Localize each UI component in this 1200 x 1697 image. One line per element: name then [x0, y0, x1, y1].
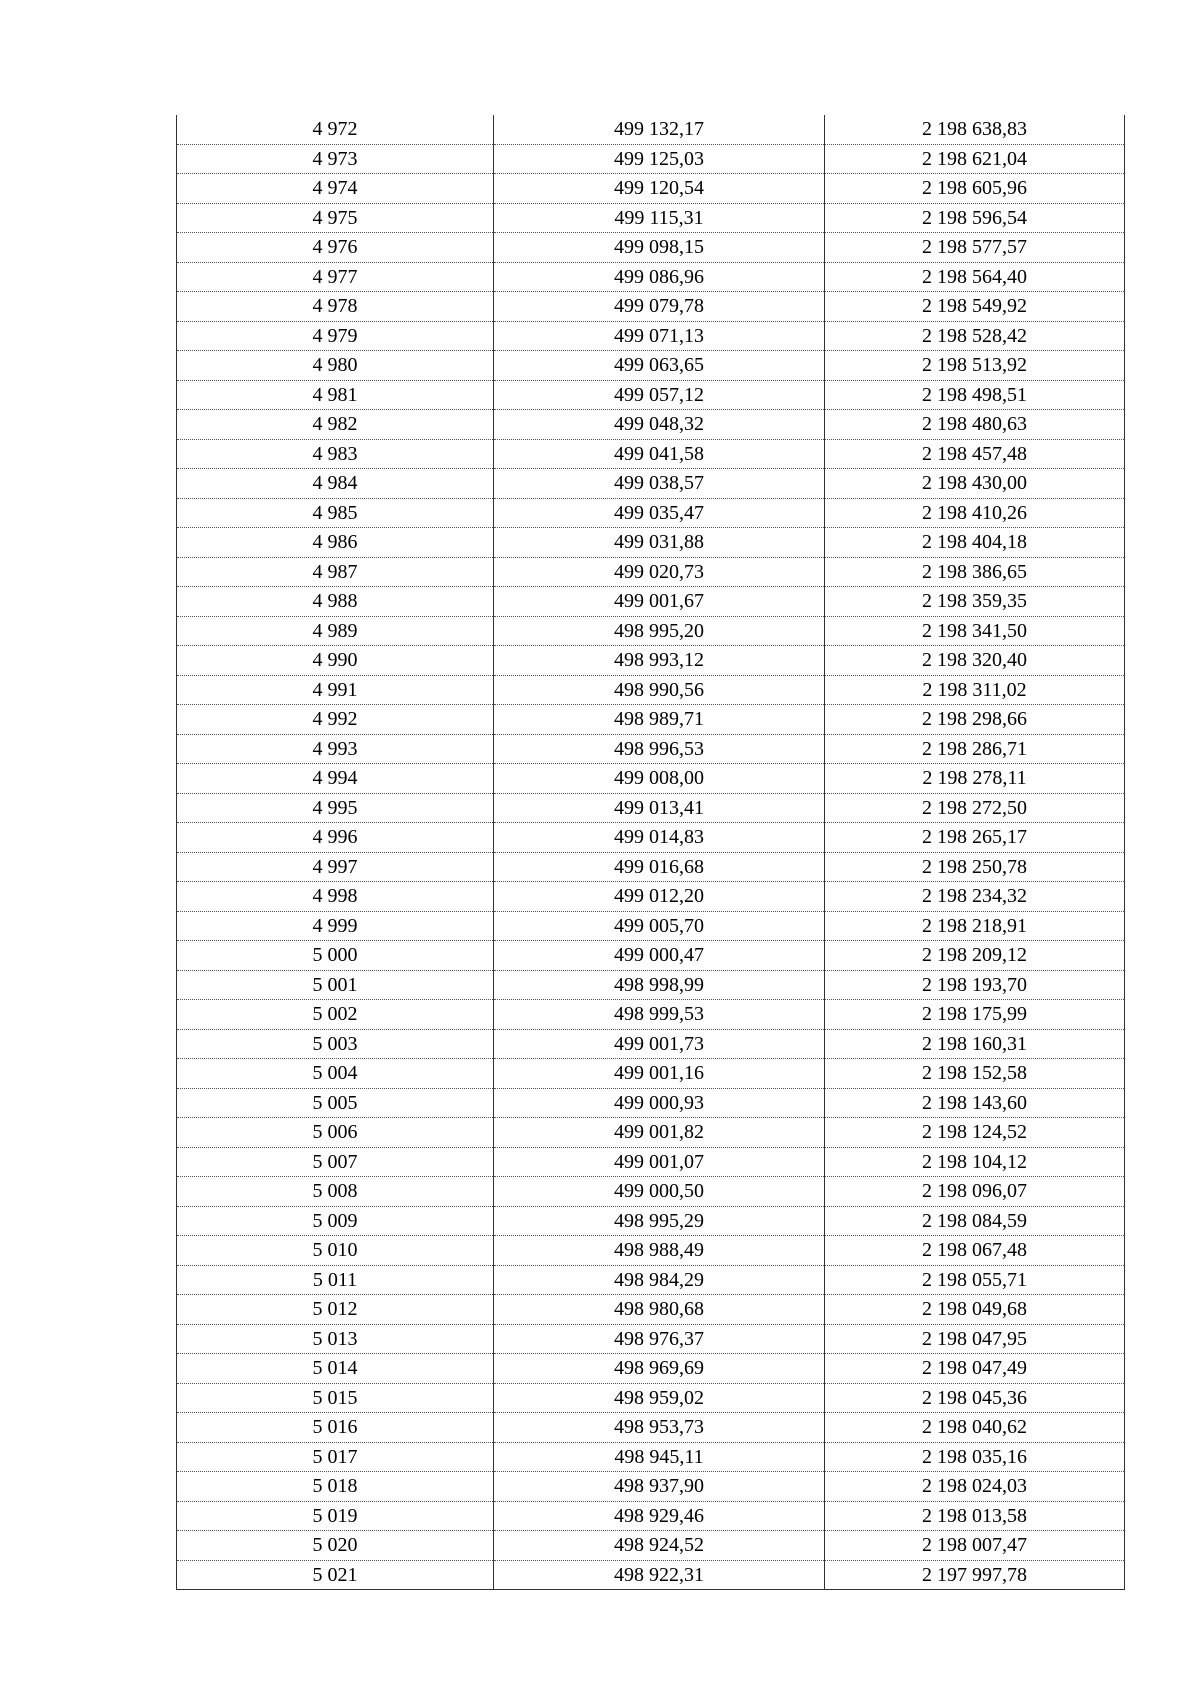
table-row — [177, 203, 1125, 233]
y-coordinate-cell: 2 198 250,78 — [825, 852, 1125, 882]
coordinates-table-body — [177, 115, 1125, 1590]
point-number-cell: 4 993 — [177, 734, 494, 764]
table-row — [177, 233, 1125, 263]
table-row — [177, 144, 1125, 174]
y-coordinate-cell: 2 198 480,63 — [825, 410, 1125, 440]
point-number-cell: 5 021 — [177, 1560, 494, 1590]
x-coordinate-cell: 498 980,68 — [494, 1295, 825, 1325]
y-coordinate-cell: 2 198 359,35 — [825, 587, 1125, 617]
y-coordinate-cell: 2 198 564,40 — [825, 262, 1125, 292]
y-coordinate-cell: 2 198 272,50 — [825, 793, 1125, 823]
table-row — [177, 380, 1125, 410]
point-number-cell: 4 972 — [177, 115, 494, 144]
table-row — [177, 911, 1125, 941]
table-row — [177, 1383, 1125, 1413]
point-number-cell: 5 003 — [177, 1029, 494, 1059]
x-coordinate-cell: 499 000,47 — [494, 941, 825, 971]
point-number-cell: 5 014 — [177, 1354, 494, 1384]
x-coordinate-cell: 499 031,88 — [494, 528, 825, 558]
point-number-cell: 4 977 — [177, 262, 494, 292]
table-row — [177, 764, 1125, 794]
table-row — [177, 528, 1125, 558]
x-coordinate-cell: 499 016,68 — [494, 852, 825, 882]
y-coordinate-cell: 2 198 278,11 — [825, 764, 1125, 794]
x-coordinate-cell: 499 012,20 — [494, 882, 825, 912]
table-row — [177, 793, 1125, 823]
table-row — [177, 498, 1125, 528]
point-number-cell: 4 981 — [177, 380, 494, 410]
point-number-cell: 4 978 — [177, 292, 494, 322]
table-row — [177, 1029, 1125, 1059]
y-coordinate-cell: 2 198 209,12 — [825, 941, 1125, 971]
y-coordinate-cell: 2 198 047,95 — [825, 1324, 1125, 1354]
x-coordinate-cell: 499 063,65 — [494, 351, 825, 381]
x-coordinate-cell: 499 057,12 — [494, 380, 825, 410]
y-coordinate-cell: 2 198 035,16 — [825, 1442, 1125, 1472]
y-coordinate-cell: 2 198 040,62 — [825, 1413, 1125, 1443]
table-row — [177, 970, 1125, 1000]
y-coordinate-cell: 2 198 341,50 — [825, 616, 1125, 646]
point-number-cell: 4 976 — [177, 233, 494, 263]
point-number-cell: 5 001 — [177, 970, 494, 1000]
x-coordinate-cell: 499 071,13 — [494, 321, 825, 351]
x-coordinate-cell: 498 922,31 — [494, 1560, 825, 1590]
x-coordinate-cell: 498 969,69 — [494, 1354, 825, 1384]
table-row — [177, 1413, 1125, 1443]
point-number-cell: 5 016 — [177, 1413, 494, 1443]
table-row — [177, 734, 1125, 764]
y-coordinate-cell: 2 198 404,18 — [825, 528, 1125, 558]
table-row — [177, 1118, 1125, 1148]
point-number-cell: 5 020 — [177, 1531, 494, 1561]
y-coordinate-cell: 2 198 007,47 — [825, 1531, 1125, 1561]
point-number-cell: 5 006 — [177, 1118, 494, 1148]
point-number-cell: 4 988 — [177, 587, 494, 617]
point-number-cell: 4 997 — [177, 852, 494, 882]
y-coordinate-cell: 2 198 152,58 — [825, 1059, 1125, 1089]
y-coordinate-cell: 2 198 234,32 — [825, 882, 1125, 912]
table-row — [177, 262, 1125, 292]
coordinates-table — [176, 115, 1125, 1590]
table-row — [177, 115, 1125, 144]
table-row — [177, 1236, 1125, 1266]
y-coordinate-cell: 2 198 055,71 — [825, 1265, 1125, 1295]
y-coordinate-cell: 2 198 175,99 — [825, 1000, 1125, 1030]
table-row — [177, 351, 1125, 381]
x-coordinate-cell: 499 001,16 — [494, 1059, 825, 1089]
x-coordinate-cell: 498 924,52 — [494, 1531, 825, 1561]
x-coordinate-cell: 499 005,70 — [494, 911, 825, 941]
y-coordinate-cell: 2 198 410,26 — [825, 498, 1125, 528]
point-number-cell: 5 011 — [177, 1265, 494, 1295]
point-number-cell: 4 979 — [177, 321, 494, 351]
y-coordinate-cell: 2 198 084,59 — [825, 1206, 1125, 1236]
y-coordinate-cell: 2 198 124,52 — [825, 1118, 1125, 1148]
x-coordinate-cell: 498 937,90 — [494, 1472, 825, 1502]
table-row — [177, 823, 1125, 853]
table-row — [177, 1531, 1125, 1561]
x-coordinate-cell: 498 999,53 — [494, 1000, 825, 1030]
point-number-cell: 5 010 — [177, 1236, 494, 1266]
y-coordinate-cell: 2 198 218,91 — [825, 911, 1125, 941]
y-coordinate-cell: 2 198 265,17 — [825, 823, 1125, 853]
point-number-cell: 4 990 — [177, 646, 494, 676]
point-number-cell: 5 000 — [177, 941, 494, 971]
point-number-cell: 5 013 — [177, 1324, 494, 1354]
x-coordinate-cell: 499 115,31 — [494, 203, 825, 233]
point-number-cell: 4 994 — [177, 764, 494, 794]
x-coordinate-cell: 498 953,73 — [494, 1413, 825, 1443]
point-number-cell: 5 005 — [177, 1088, 494, 1118]
point-number-cell: 4 974 — [177, 174, 494, 204]
table-row — [177, 439, 1125, 469]
table-row — [177, 882, 1125, 912]
point-number-cell: 4 975 — [177, 203, 494, 233]
point-number-cell: 5 017 — [177, 1442, 494, 1472]
x-coordinate-cell: 498 996,53 — [494, 734, 825, 764]
x-coordinate-cell: 499 014,83 — [494, 823, 825, 853]
point-number-cell: 4 980 — [177, 351, 494, 381]
y-coordinate-cell: 2 198 193,70 — [825, 970, 1125, 1000]
y-coordinate-cell: 2 198 430,00 — [825, 469, 1125, 499]
point-number-cell: 4 984 — [177, 469, 494, 499]
x-coordinate-cell: 499 079,78 — [494, 292, 825, 322]
y-coordinate-cell: 2 198 457,48 — [825, 439, 1125, 469]
x-coordinate-cell: 499 001,82 — [494, 1118, 825, 1148]
point-number-cell: 5 018 — [177, 1472, 494, 1502]
table-row — [177, 1088, 1125, 1118]
y-coordinate-cell: 2 198 386,65 — [825, 557, 1125, 587]
point-number-cell: 5 004 — [177, 1059, 494, 1089]
point-number-cell: 4 987 — [177, 557, 494, 587]
x-coordinate-cell: 498 998,99 — [494, 970, 825, 1000]
table-row — [177, 587, 1125, 617]
point-number-cell: 4 999 — [177, 911, 494, 941]
table-row — [177, 1442, 1125, 1472]
table-row — [177, 292, 1125, 322]
table-row — [177, 1000, 1125, 1030]
x-coordinate-cell: 499 000,50 — [494, 1177, 825, 1207]
point-number-cell: 4 995 — [177, 793, 494, 823]
point-number-cell: 5 015 — [177, 1383, 494, 1413]
y-coordinate-cell: 2 198 160,31 — [825, 1029, 1125, 1059]
point-number-cell: 5 012 — [177, 1295, 494, 1325]
y-coordinate-cell: 2 198 549,92 — [825, 292, 1125, 322]
table-row — [177, 1560, 1125, 1590]
table-row — [177, 557, 1125, 587]
y-coordinate-cell: 2 198 498,51 — [825, 380, 1125, 410]
y-coordinate-cell: 2 198 577,57 — [825, 233, 1125, 263]
point-number-cell: 4 986 — [177, 528, 494, 558]
x-coordinate-cell: 499 013,41 — [494, 793, 825, 823]
table-row — [177, 646, 1125, 676]
x-coordinate-cell: 499 001,07 — [494, 1147, 825, 1177]
y-coordinate-cell: 2 197 997,78 — [825, 1560, 1125, 1590]
x-coordinate-cell: 499 120,54 — [494, 174, 825, 204]
point-number-cell: 4 989 — [177, 616, 494, 646]
y-coordinate-cell: 2 198 067,48 — [825, 1236, 1125, 1266]
table-row — [177, 675, 1125, 705]
table-row — [177, 469, 1125, 499]
table-row — [177, 1472, 1125, 1502]
y-coordinate-cell: 2 198 013,58 — [825, 1501, 1125, 1531]
x-coordinate-cell: 499 041,58 — [494, 439, 825, 469]
y-coordinate-cell: 2 198 104,12 — [825, 1147, 1125, 1177]
y-coordinate-cell: 2 198 045,36 — [825, 1383, 1125, 1413]
x-coordinate-cell: 499 098,15 — [494, 233, 825, 263]
x-coordinate-cell: 499 035,47 — [494, 498, 825, 528]
y-coordinate-cell: 2 198 298,66 — [825, 705, 1125, 735]
y-coordinate-cell: 2 198 638,83 — [825, 115, 1125, 144]
point-number-cell: 4 973 — [177, 144, 494, 174]
x-coordinate-cell: 499 008,00 — [494, 764, 825, 794]
x-coordinate-cell: 498 988,49 — [494, 1236, 825, 1266]
y-coordinate-cell: 2 198 621,04 — [825, 144, 1125, 174]
table-row — [177, 1177, 1125, 1207]
x-coordinate-cell: 499 020,73 — [494, 557, 825, 587]
x-coordinate-cell: 499 000,93 — [494, 1088, 825, 1118]
x-coordinate-cell: 499 038,57 — [494, 469, 825, 499]
y-coordinate-cell: 2 198 320,40 — [825, 646, 1125, 676]
point-number-cell: 5 007 — [177, 1147, 494, 1177]
table-row — [177, 1147, 1125, 1177]
point-number-cell: 4 998 — [177, 882, 494, 912]
table-row — [177, 616, 1125, 646]
x-coordinate-cell: 499 001,73 — [494, 1029, 825, 1059]
table-row — [177, 852, 1125, 882]
table-row — [177, 1059, 1125, 1089]
y-coordinate-cell: 2 198 596,54 — [825, 203, 1125, 233]
x-coordinate-cell: 498 993,12 — [494, 646, 825, 676]
table-row — [177, 941, 1125, 971]
table-row — [177, 1324, 1125, 1354]
y-coordinate-cell: 2 198 605,96 — [825, 174, 1125, 204]
x-coordinate-cell: 498 995,20 — [494, 616, 825, 646]
table-row — [177, 1295, 1125, 1325]
y-coordinate-cell: 2 198 513,92 — [825, 351, 1125, 381]
x-coordinate-cell: 499 001,67 — [494, 587, 825, 617]
point-number-cell: 4 996 — [177, 823, 494, 853]
point-number-cell: 4 992 — [177, 705, 494, 735]
x-coordinate-cell: 499 125,03 — [494, 144, 825, 174]
x-coordinate-cell: 498 959,02 — [494, 1383, 825, 1413]
y-coordinate-cell: 2 198 024,03 — [825, 1472, 1125, 1502]
y-coordinate-cell: 2 198 143,60 — [825, 1088, 1125, 1118]
y-coordinate-cell: 2 198 311,02 — [825, 675, 1125, 705]
y-coordinate-cell: 2 198 096,07 — [825, 1177, 1125, 1207]
y-coordinate-cell: 2 198 047,49 — [825, 1354, 1125, 1384]
x-coordinate-cell: 498 989,71 — [494, 705, 825, 735]
point-number-cell: 5 019 — [177, 1501, 494, 1531]
point-number-cell: 4 982 — [177, 410, 494, 440]
y-coordinate-cell: 2 198 528,42 — [825, 321, 1125, 351]
table-row — [177, 1265, 1125, 1295]
x-coordinate-cell: 499 086,96 — [494, 262, 825, 292]
table-row — [177, 1354, 1125, 1384]
x-coordinate-cell: 498 990,56 — [494, 675, 825, 705]
x-coordinate-cell: 498 929,46 — [494, 1501, 825, 1531]
x-coordinate-cell: 498 945,11 — [494, 1442, 825, 1472]
x-coordinate-cell: 498 984,29 — [494, 1265, 825, 1295]
point-number-cell: 4 983 — [177, 439, 494, 469]
table-row — [177, 321, 1125, 351]
table-row — [177, 410, 1125, 440]
point-number-cell: 4 991 — [177, 675, 494, 705]
x-coordinate-cell: 499 048,32 — [494, 410, 825, 440]
table-row — [177, 1501, 1125, 1531]
point-number-cell: 5 009 — [177, 1206, 494, 1236]
point-number-cell: 5 008 — [177, 1177, 494, 1207]
x-coordinate-cell: 498 976,37 — [494, 1324, 825, 1354]
table-row — [177, 705, 1125, 735]
x-coordinate-cell: 498 995,29 — [494, 1206, 825, 1236]
point-number-cell: 5 002 — [177, 1000, 494, 1030]
table-row — [177, 1206, 1125, 1236]
point-number-cell: 4 985 — [177, 498, 494, 528]
x-coordinate-cell: 499 132,17 — [494, 115, 825, 144]
table-row — [177, 174, 1125, 204]
y-coordinate-cell: 2 198 286,71 — [825, 734, 1125, 764]
y-coordinate-cell: 2 198 049,68 — [825, 1295, 1125, 1325]
